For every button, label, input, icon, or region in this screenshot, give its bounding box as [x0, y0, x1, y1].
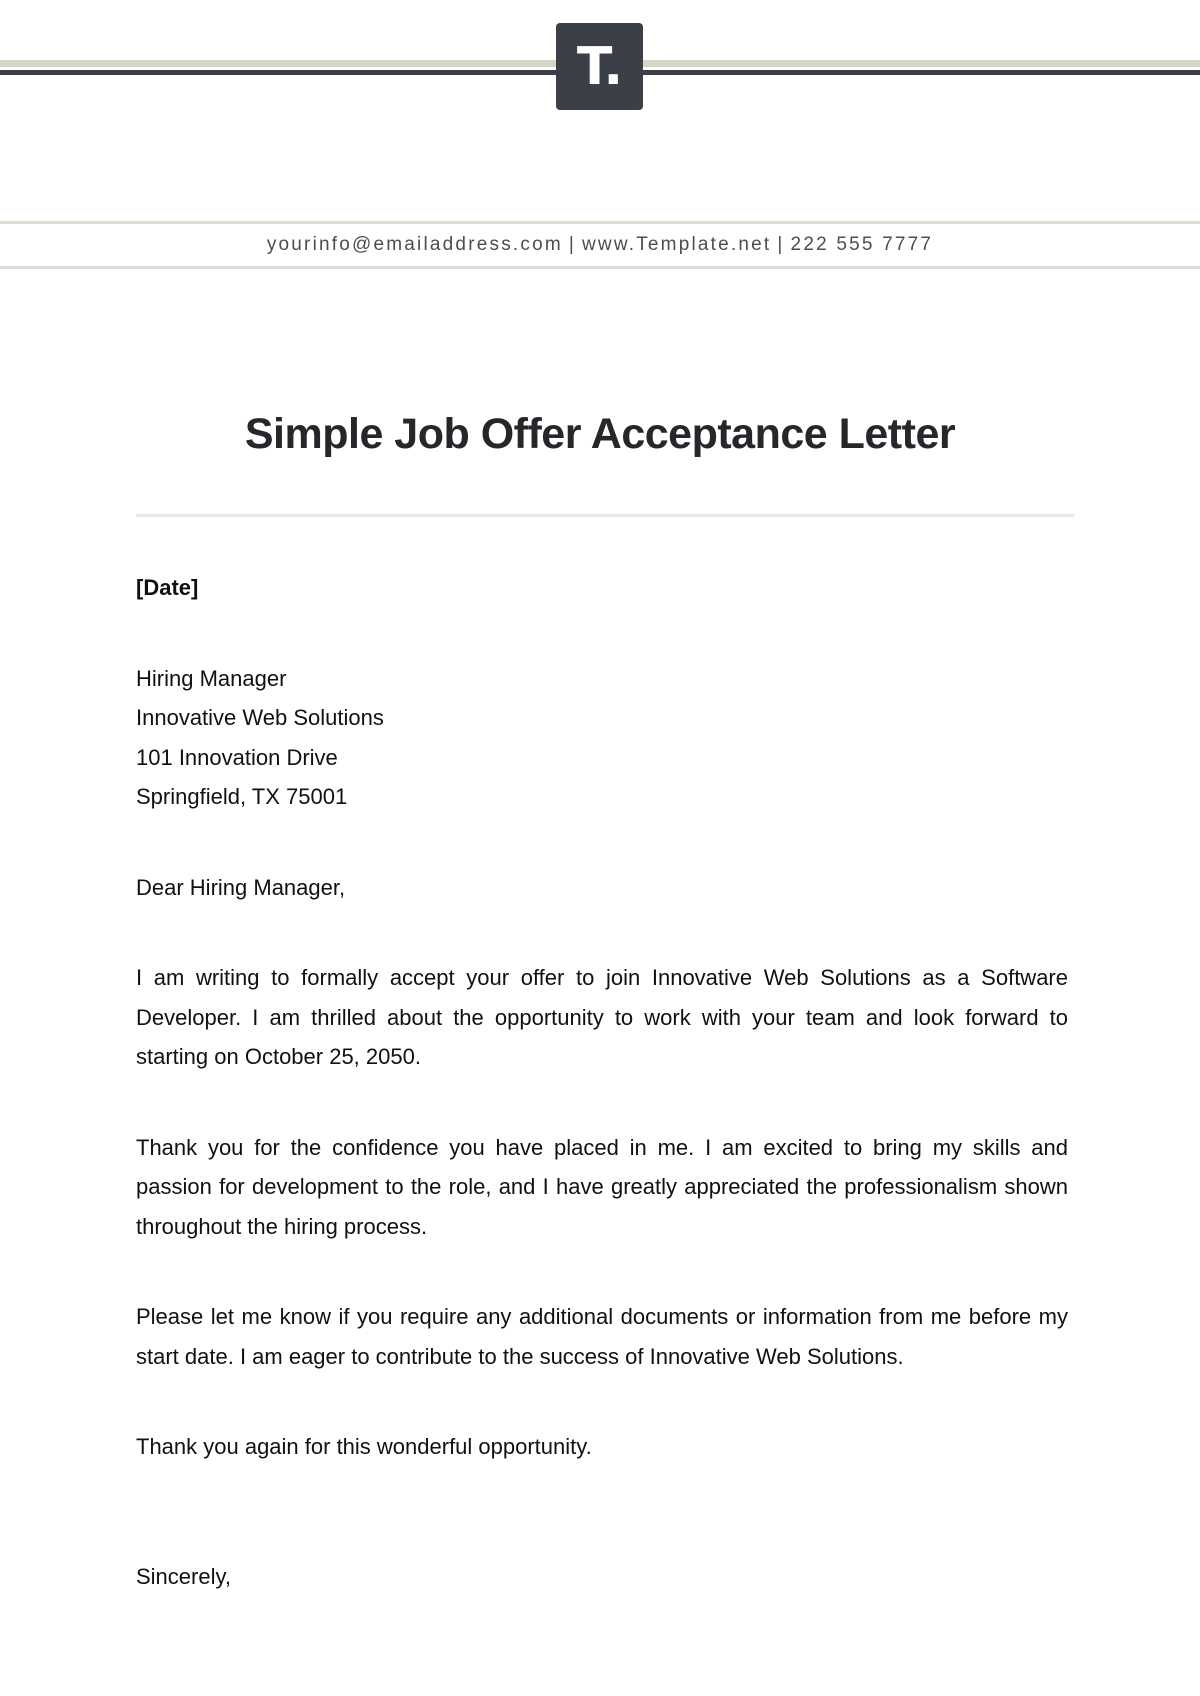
letter-body — [136, 568, 1068, 1596]
letter-date: [Date] — [136, 575, 199, 600]
closing: Sincerely, — [136, 1563, 231, 1589]
title-divider — [136, 514, 1074, 517]
body-paragraph: I am writing to formally accept your offer to join Innovative Web Solutions as a Software Developer. I am thrilled about the opportunity to work with your team and look forward to starting on October 25, 2050. — [136, 965, 1068, 1069]
recipient-city: Springfield, TX 75001 — [136, 784, 348, 809]
recipient-company: Innovative Web Solutions — [136, 705, 384, 730]
salutation: Dear Hiring Manager, — [136, 874, 346, 900]
logo-text: T. — [576, 36, 623, 97]
letterhead — [0, 0, 1200, 120]
document-title: Simple Job Offer Acceptance Letter — [244, 410, 956, 458]
contact-separator: | — [777, 234, 785, 255]
contact-email: yourinfo@emailaddress.com — [266, 234, 563, 255]
body-paragraph: Thank you again for this wonderful opportunity. — [136, 1434, 592, 1459]
body-paragraph: Please let me know if you require any additional documents or information from me before my start date. I am eager to contribute to the success of Innovative Web Solutions. — [136, 1304, 1068, 1369]
recipient-street: 101 Innovation Drive — [136, 744, 338, 770]
contact-website: www.Template.net — [582, 234, 772, 255]
body-paragraph: Thank you for the confidence you have placed in me. I am excited to bring my skills and passion for development to the role, and I have greatly appreciated the professionalism shown throughout the hiring process. — [136, 1134, 1068, 1239]
company-logo — [556, 23, 643, 110]
recipient-name: Hiring Manager — [136, 665, 287, 691]
contact-phone: 222 555 7777 — [790, 234, 934, 255]
contact-separator: | — [568, 234, 577, 255]
contact-bar — [0, 221, 1200, 269]
recipient-address — [136, 659, 1068, 817]
